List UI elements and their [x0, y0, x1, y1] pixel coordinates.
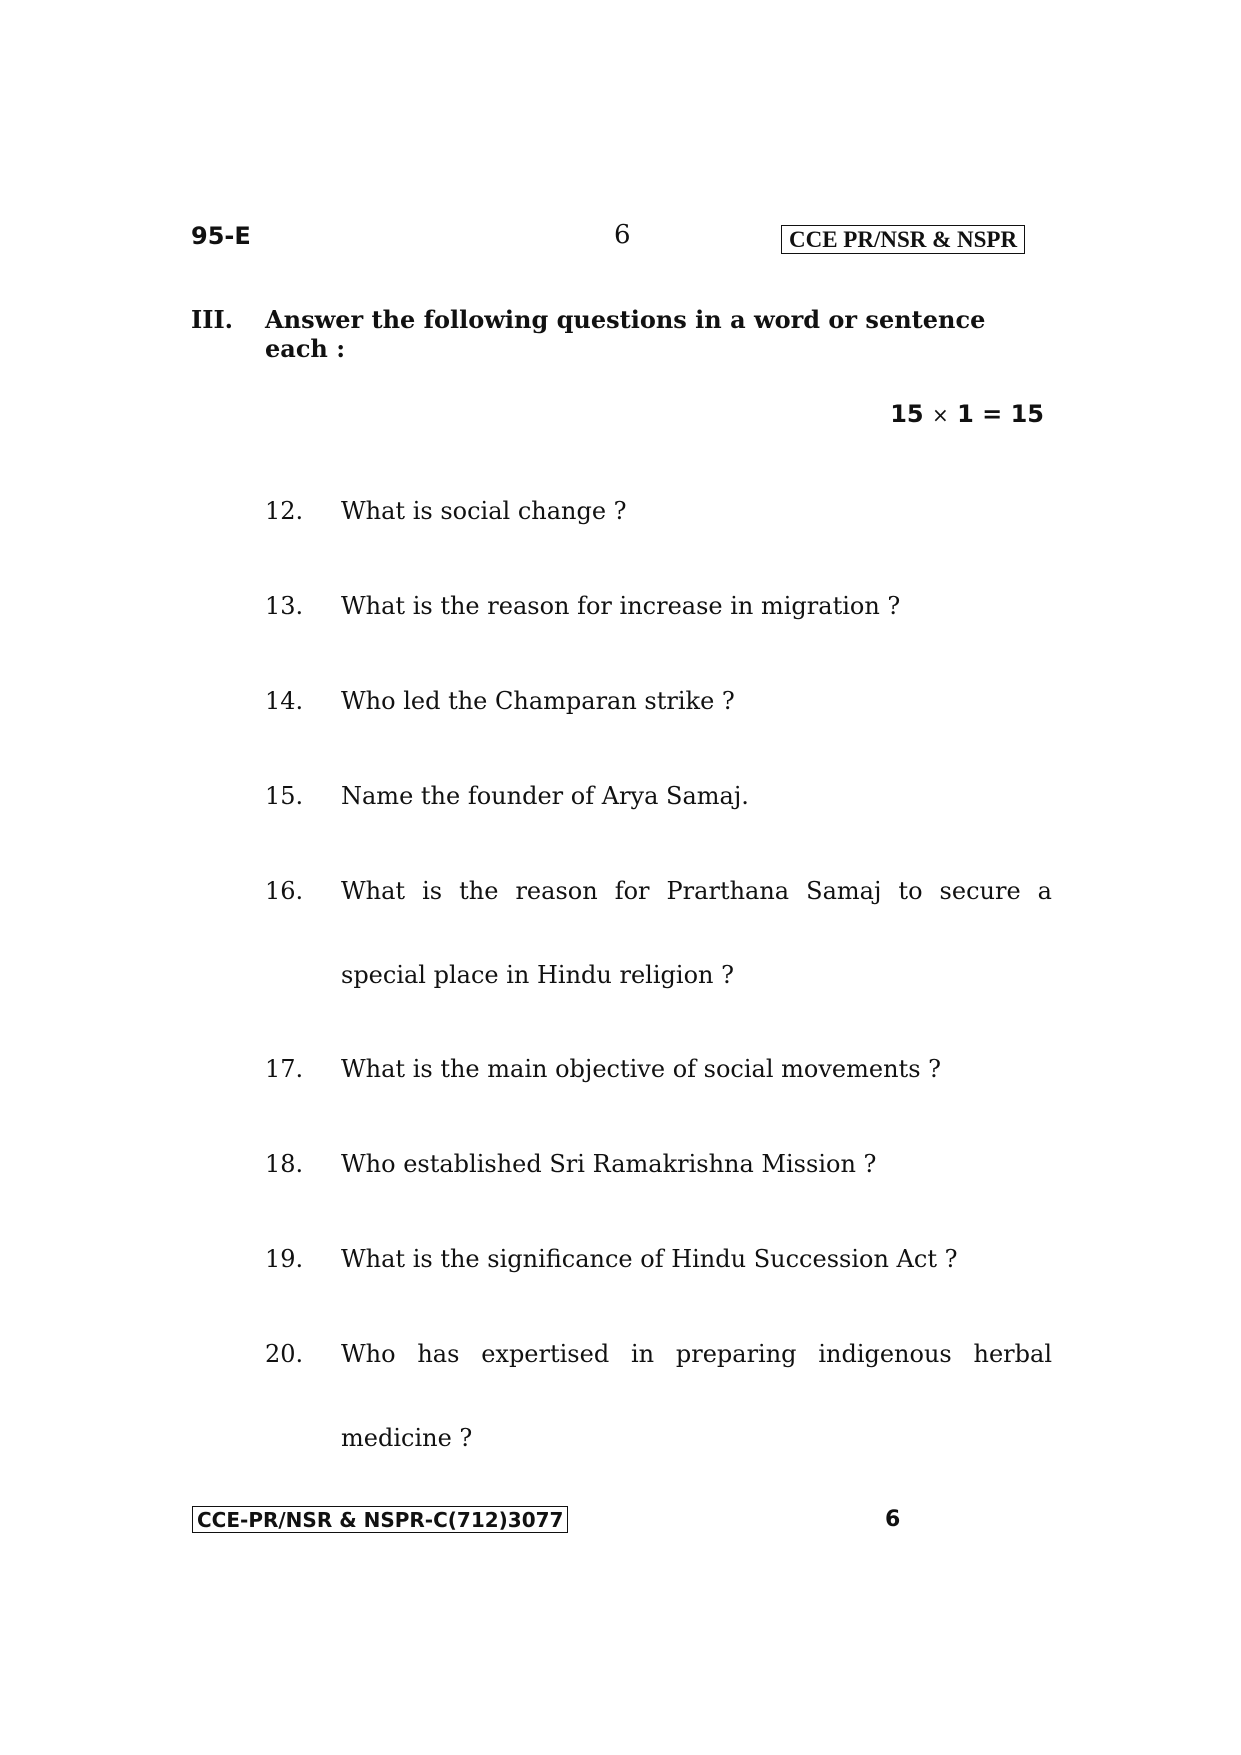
question-text: Who has expertised in preparing indigenous herbal medicine ? [341, 1340, 1052, 1452]
question-text: What is social change ? [341, 497, 627, 525]
question-text: What is the significance of Hindu Succession Act ? [341, 1245, 958, 1273]
question-number: 13. [265, 592, 304, 620]
footer-page-number: 6 [885, 1507, 901, 1532]
marks-times-sign: × [931, 403, 949, 427]
question-text: What is the main objective of social movements ? [341, 1055, 941, 1083]
question-number: 20. [265, 1340, 304, 1368]
question-number: 12. [265, 497, 304, 525]
question-text: What is the reason for increase in migration ? [341, 592, 901, 620]
question-text: Name the founder of Arya Samaj. [341, 782, 749, 810]
page-number: 6 [614, 220, 631, 250]
section-marks [890, 400, 1044, 428]
footer-code: CCE-PR/NSR & NSPR-C(712)3077 [192, 1506, 568, 1533]
section-instruction: Answer the following questions in a word or sentence each : [265, 305, 986, 363]
question-number: 16. [265, 877, 304, 905]
question-text: Who established Sri Ramakrishna Mission ? [341, 1150, 877, 1178]
question-number: 18. [265, 1150, 304, 1178]
question-number: 17. [265, 1055, 304, 1083]
question-text: What is the reason for Prarthana Samaj to secure a special place in Hindu religion ? [341, 877, 1052, 989]
question-number: 19. [265, 1245, 304, 1273]
question-number: 14. [265, 687, 304, 715]
section-number: III. [191, 305, 234, 334]
question-text: Who led the Champaran strike ? [341, 687, 735, 715]
marks-count: 15 [890, 400, 924, 428]
marks-total: 1 = 15 [957, 400, 1044, 428]
question-number: 15. [265, 782, 304, 810]
paper-code: 95-E [191, 222, 251, 250]
exam-label: CCE PR/NSR & NSPR [781, 225, 1025, 254]
